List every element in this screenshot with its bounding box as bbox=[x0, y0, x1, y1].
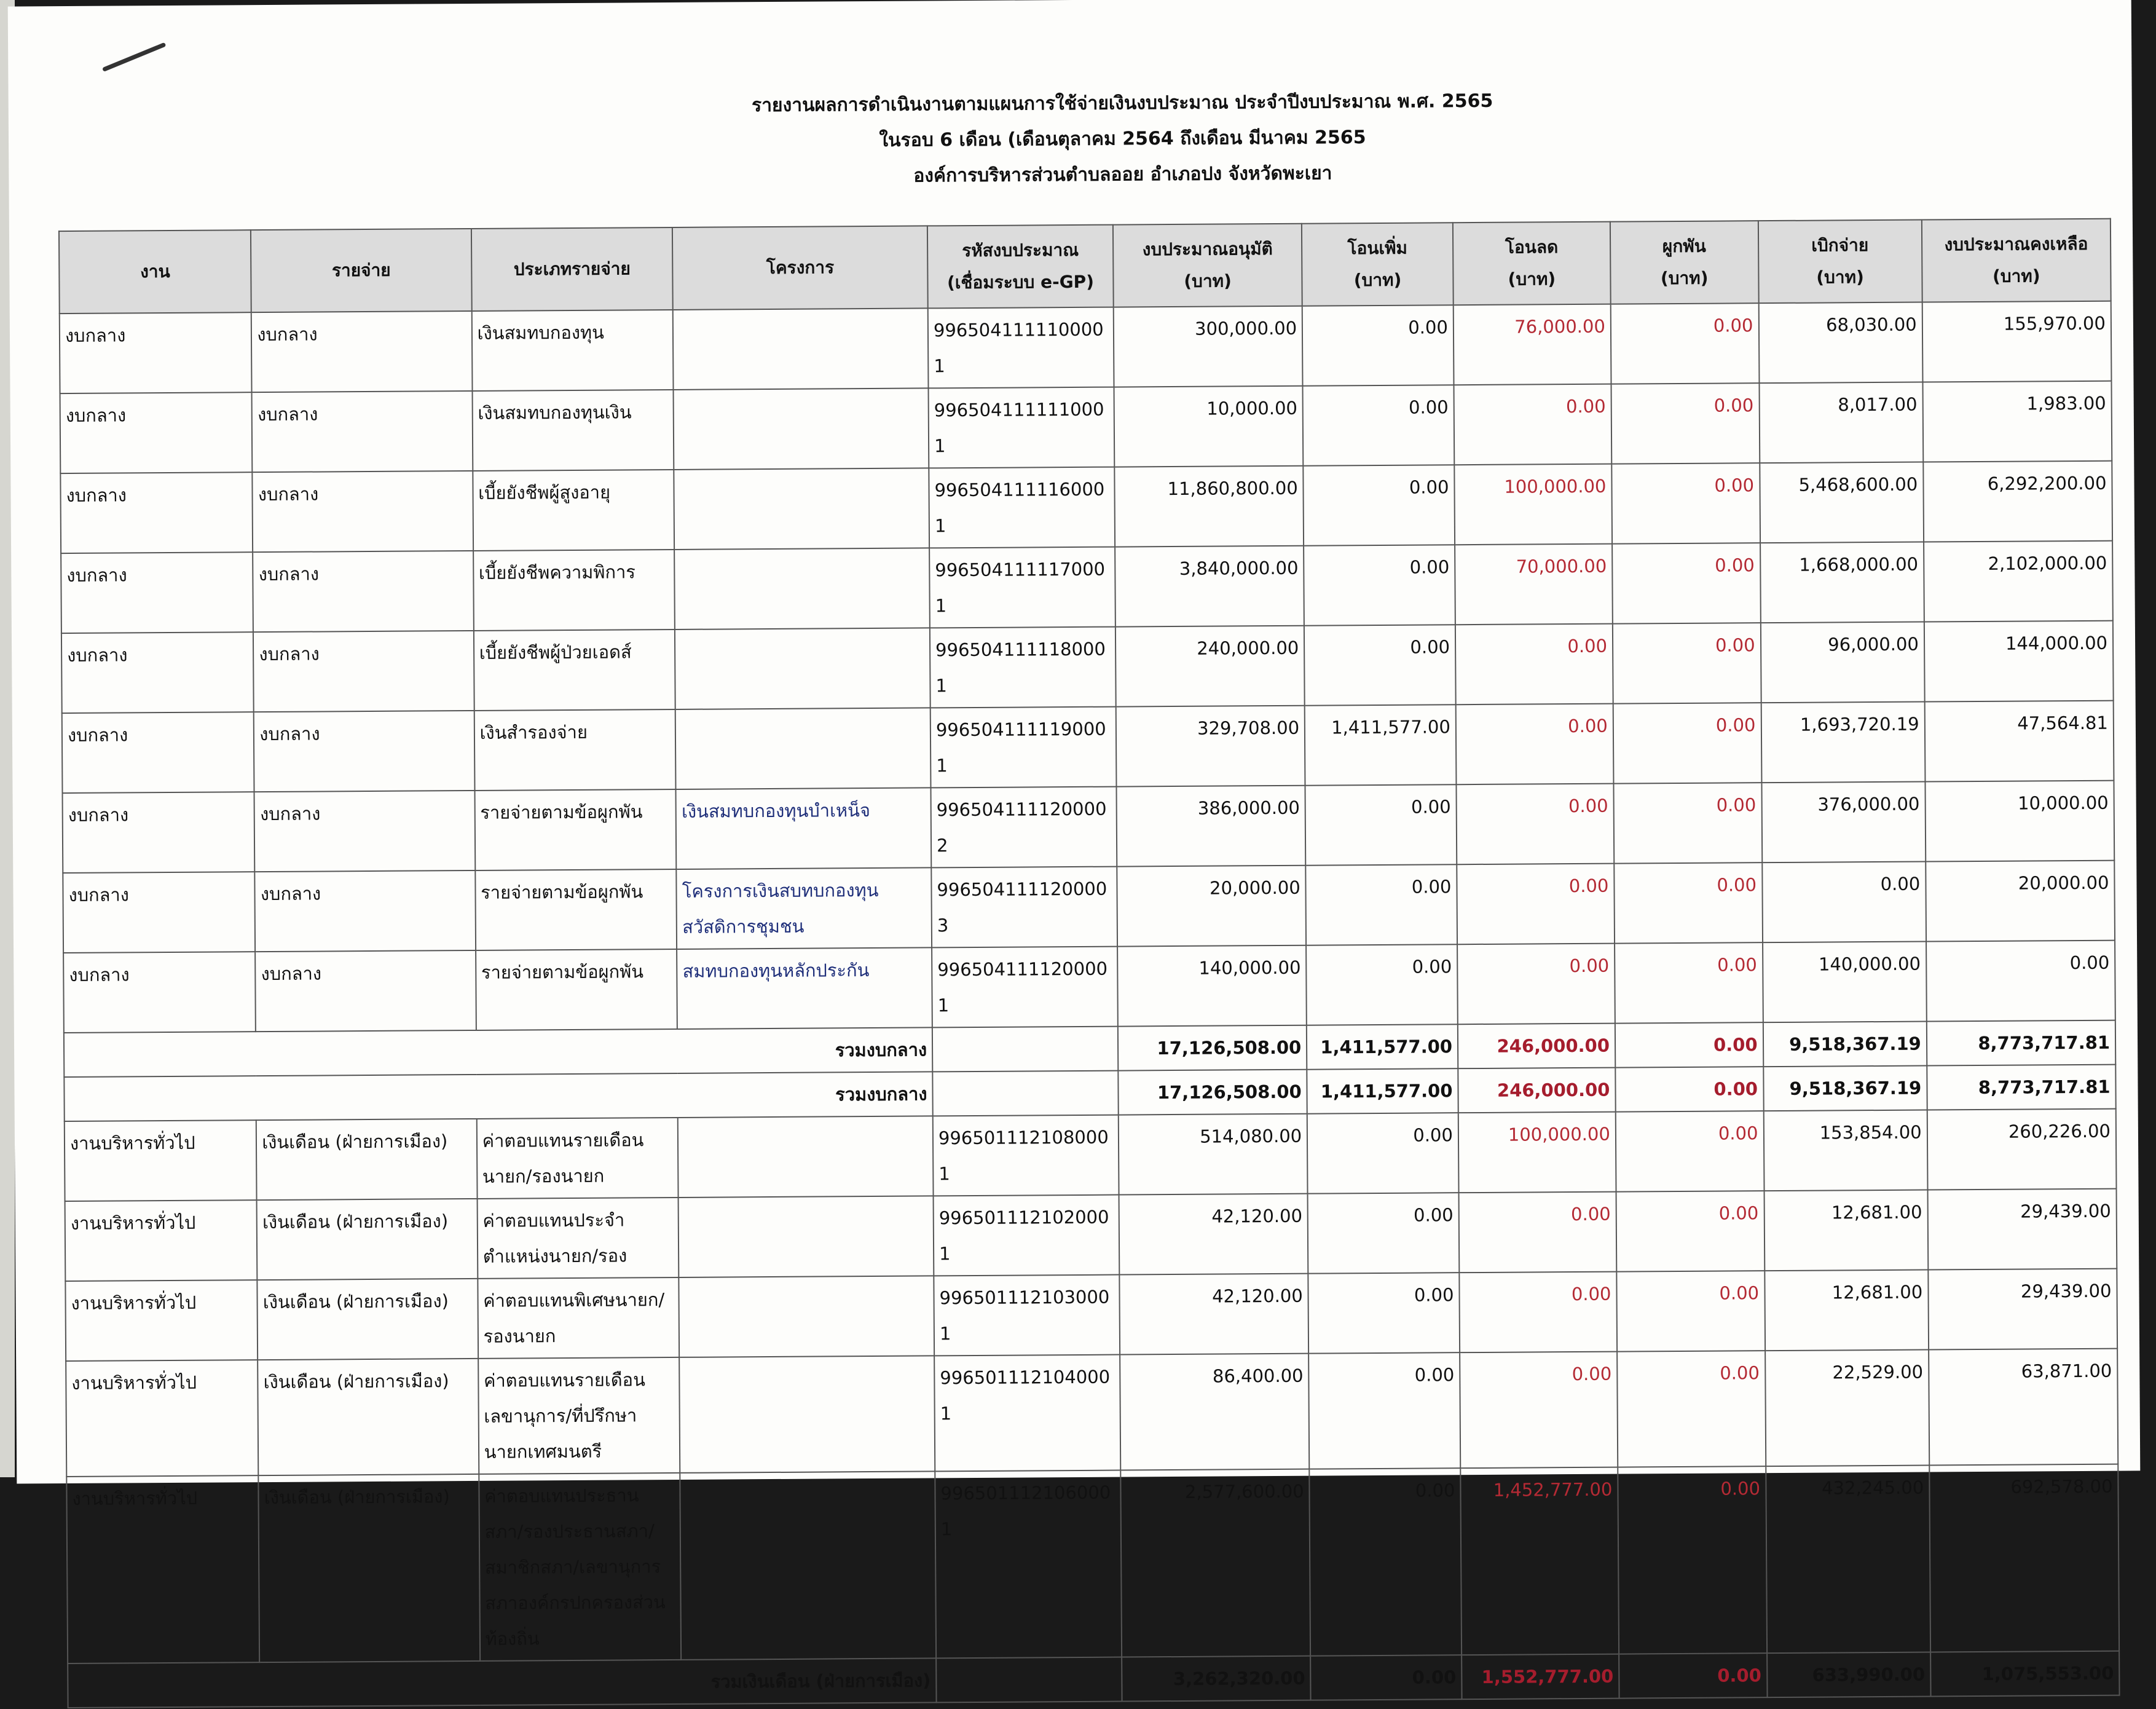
subtotal-approved: 17,126,508.00 bbox=[1118, 1025, 1307, 1071]
cell-code: 9965041111200001 bbox=[932, 947, 1118, 1028]
report-title: รายงานผลการดำเนินงานตามแผนการใช้จ่ายเงินงบประมาณ ประจำปีงบประมาณ พ.ศ. 2565 bbox=[751, 90, 1493, 117]
cell-disbursed: 5,468,600.00 bbox=[1760, 462, 1924, 543]
cell-transfer_out: 100,000.00 bbox=[1454, 464, 1612, 545]
cell-transfer_out: 0.00 bbox=[1454, 384, 1611, 465]
cell-transfer_out: 76,000.00 bbox=[1454, 304, 1611, 385]
cell-project: สมทบกองทุนหลักประกัน bbox=[677, 947, 932, 1029]
column-header-approved bbox=[1113, 224, 1302, 307]
cell-transfer_out: 0.00 bbox=[1460, 1352, 1618, 1469]
cell-type: เงินสำรองจ่าย bbox=[474, 709, 675, 791]
cell-transfer_out: 0.00 bbox=[1455, 624, 1613, 705]
header-label: รายจ่าย bbox=[331, 259, 391, 281]
cell-disbursed: 12,681.00 bbox=[1764, 1190, 1928, 1271]
cell-committed: 0.00 bbox=[1614, 862, 1762, 943]
table-row bbox=[61, 621, 2114, 713]
header-label: รหัสงบประมาณ bbox=[962, 239, 1079, 261]
cell-transfer_out: 0.00 bbox=[1457, 864, 1615, 945]
header-unit: (เชื่อมระบบ e-GP) bbox=[946, 271, 1095, 293]
cell-project bbox=[674, 468, 929, 550]
cell-code: 9965011121080001 bbox=[933, 1115, 1119, 1196]
column-header-budget-code bbox=[927, 225, 1114, 309]
cell-work: งบกลาง bbox=[61, 632, 254, 713]
cell-remaining: 2,102,000.00 bbox=[1924, 541, 2113, 622]
document-page bbox=[8, 0, 2141, 1692]
cell-work: งบกลาง bbox=[60, 472, 253, 553]
cell-transfer_out: 0.00 bbox=[1457, 944, 1615, 1025]
cell-remaining: 29,439.00 bbox=[1927, 1189, 2117, 1270]
cell-project bbox=[675, 708, 930, 789]
subtotal-committed: 0.00 bbox=[1615, 1022, 1763, 1067]
header-unit: (บาท) bbox=[1508, 269, 1556, 290]
header-unit: (บาท) bbox=[1184, 270, 1232, 291]
cell-committed: 0.00 bbox=[1613, 783, 1761, 863]
cell-committed: 0.00 bbox=[1616, 1271, 1765, 1351]
cell-work: งบกลาง bbox=[60, 392, 253, 473]
cell-code: 9965041111200003 bbox=[931, 867, 1117, 948]
cell-disbursed: 0.00 bbox=[1762, 862, 1926, 943]
subtotal-transfer_out: 246,000.00 bbox=[1458, 1068, 1615, 1113]
cell-disbursed: 96,000.00 bbox=[1760, 622, 1924, 703]
cell-code: 9965011121060001 bbox=[935, 1470, 1122, 1659]
cell-remaining: 47,564.81 bbox=[1924, 701, 2114, 782]
cell-remaining: 10,000.00 bbox=[1925, 781, 2114, 862]
header-label: งาน bbox=[140, 261, 170, 282]
cell-type: เงินสมทบกองทุนเงิน bbox=[472, 390, 674, 471]
cell-work: งานบริหารทั่วไป bbox=[65, 1120, 257, 1201]
cell-code: 9965041111110001 bbox=[929, 387, 1115, 468]
cell-transfer_in: 0.00 bbox=[1306, 944, 1458, 1025]
subtotal-label: รวมงบกลาง bbox=[64, 1072, 932, 1121]
header-label: ประเภทรายจ่าย bbox=[513, 258, 631, 280]
cell-transfer_in: 0.00 bbox=[1305, 784, 1457, 865]
table-row bbox=[63, 781, 2115, 873]
cell-type: เบี้ยยังชีพผู้สูงอายุ bbox=[473, 470, 674, 551]
cell-transfer_in: 0.00 bbox=[1304, 625, 1456, 705]
cell-project bbox=[679, 1276, 934, 1357]
cell-disbursed: 1,668,000.00 bbox=[1760, 542, 1924, 623]
subtotal-transfer_in: 1,411,577.00 bbox=[1307, 1024, 1458, 1069]
cell-work: งบกลาง bbox=[62, 712, 254, 793]
cell-approved: 42,120.00 bbox=[1119, 1274, 1308, 1355]
cell-disbursed: 140,000.00 bbox=[1763, 942, 1927, 1023]
header-label: งบประมาณอนุมัติ bbox=[1142, 239, 1273, 260]
cell-approved: 329,708.00 bbox=[1116, 706, 1305, 787]
cell-approved: 10,000.00 bbox=[1114, 386, 1304, 467]
cell-code: 9965011121030001 bbox=[934, 1275, 1120, 1356]
subtotal-label: รวมเงินเดือน (ฝ่ายการเมือง) bbox=[68, 1658, 936, 1708]
header-unit: (บาท) bbox=[1992, 266, 2040, 286]
cell-work: งานบริหารทั่วไป bbox=[65, 1280, 258, 1361]
cell-code: 9965041111200002 bbox=[930, 787, 1117, 868]
cell-project: โครงการเงินสบทบกองทุนสวัสดิการชุมชน bbox=[677, 867, 932, 949]
cell-expense: เงินเดือน (ฝ่ายการเมือง) bbox=[259, 1474, 480, 1662]
cell-committed: 0.00 bbox=[1612, 543, 1760, 623]
cell-remaining: 6,292,200.00 bbox=[1923, 461, 2112, 542]
report-period: ในรอบ 6 เดือน (เดือนตุลาคม 2564 ถึงเดือน มีนาคม 2565 bbox=[879, 127, 1366, 151]
cell-code: 9965041111170001 bbox=[929, 547, 1115, 628]
cell-expense: งบกลาง bbox=[253, 551, 473, 632]
cell-work: งานบริหารทั่วไป bbox=[66, 1475, 259, 1664]
cell-type: ค่าตอบแทนรายเดือนนายก/รองนายก bbox=[476, 1118, 678, 1199]
cell-project bbox=[673, 308, 928, 390]
cell-code: 9965011121040001 bbox=[934, 1355, 1120, 1472]
cell-transfer_out: 100,000.00 bbox=[1458, 1112, 1616, 1193]
cell-expense: งบกลาง bbox=[254, 791, 475, 872]
cell-project bbox=[674, 548, 929, 630]
cell-type: เบี้ยยังชีพผู้ป่วยเอดส์ bbox=[474, 630, 675, 711]
cell-disbursed: 8,017.00 bbox=[1759, 382, 1923, 464]
subtotal-approved: 3,262,320.00 bbox=[1122, 1656, 1311, 1702]
subtotal-approved: 17,126,508.00 bbox=[1118, 1070, 1307, 1115]
subtotal-disbursed: 633,990.00 bbox=[1767, 1652, 1931, 1698]
subtotal-disbursed: 9,518,367.19 bbox=[1763, 1022, 1927, 1067]
subtotal-transfer_in: 1,411,577.00 bbox=[1307, 1068, 1458, 1113]
column-header-remaining bbox=[1922, 219, 2111, 302]
cell-committed: 0.00 bbox=[1616, 1191, 1764, 1271]
cell-type: เงินสมทบกองทุน bbox=[471, 310, 673, 391]
header-label: โครงการ bbox=[766, 257, 835, 278]
cell-transfer_in: 0.00 bbox=[1302, 305, 1454, 385]
column-header-transfer-in bbox=[1302, 223, 1454, 306]
header-unit: (บาท) bbox=[1660, 267, 1709, 289]
cell-code: 9965011121020001 bbox=[934, 1195, 1120, 1276]
cell-project bbox=[679, 1196, 934, 1277]
header-label: โอนเพิ่ม bbox=[1347, 237, 1408, 259]
cell-expense: เงินเดือน (ฝ่ายการเมือง) bbox=[258, 1359, 479, 1475]
subtotal-transfer_out: 1,552,777.00 bbox=[1462, 1654, 1619, 1700]
empty-cell bbox=[932, 1027, 1118, 1072]
cell-work: งบกลาง bbox=[63, 952, 256, 1033]
cell-expense: งบกลาง bbox=[255, 950, 476, 1032]
cell-remaining: 0.00 bbox=[1926, 941, 2115, 1022]
table-row bbox=[60, 461, 2112, 553]
cell-remaining: 144,000.00 bbox=[1924, 621, 2114, 702]
cell-transfer_in: 1,411,577.00 bbox=[1305, 705, 1457, 785]
cell-transfer_in: 0.00 bbox=[1308, 1352, 1460, 1469]
cell-transfer_out: 0.00 bbox=[1458, 1192, 1616, 1273]
cell-project bbox=[679, 1356, 935, 1473]
table-row bbox=[66, 1349, 2118, 1477]
pen-mark bbox=[102, 42, 166, 72]
cell-approved: 300,000.00 bbox=[1114, 306, 1303, 387]
cell-type: เบี้ยยังชีพความพิการ bbox=[473, 550, 675, 631]
empty-cell bbox=[936, 1657, 1122, 1703]
table-row bbox=[63, 861, 2115, 953]
subtotal-remaining: 1,075,553.00 bbox=[1930, 1651, 2120, 1697]
cell-code: 9965041111180001 bbox=[930, 627, 1116, 708]
cell-type: ค่าตอบแทนรายเดือนเลขานุการ/ที่ปรึกษานายกเทศมนตรี bbox=[478, 1357, 680, 1474]
empty-cell bbox=[932, 1071, 1118, 1116]
cell-approved: 20,000.00 bbox=[1117, 866, 1306, 947]
table-row bbox=[65, 1189, 2117, 1281]
cell-approved: 86,400.00 bbox=[1120, 1354, 1309, 1470]
cell-expense: งบกลาง bbox=[253, 471, 473, 552]
cell-transfer_in: 0.00 bbox=[1308, 1193, 1460, 1273]
cell-approved: 240,000.00 bbox=[1115, 626, 1305, 707]
cell-remaining: 20,000.00 bbox=[1926, 861, 2115, 942]
cell-project: เงินสมทบกองทุนบำเหน็จ bbox=[676, 787, 931, 869]
header-label: ผูกพัน bbox=[1662, 235, 1706, 257]
cell-disbursed: 153,854.00 bbox=[1763, 1110, 1927, 1191]
cell-expense: งบกลาง bbox=[253, 631, 474, 712]
cell-type: รายจ่ายตามข้อผูกพัน bbox=[476, 949, 677, 1030]
table-row bbox=[66, 1464, 2119, 1664]
header-unit: (บาท) bbox=[1816, 267, 1864, 288]
cell-expense: เงินเดือน (ฝ่ายการเมือง) bbox=[256, 1119, 477, 1200]
cell-work: งานบริหารทั่วไป bbox=[65, 1200, 258, 1281]
column-header-expense bbox=[251, 229, 471, 312]
column-header-work bbox=[59, 230, 251, 314]
cell-code: 9965041111100001 bbox=[928, 307, 1114, 389]
cell-expense: เงินเดือน (ฝ่ายการเมือง) bbox=[257, 1199, 478, 1280]
header-label: งบประมาณคงเหลือ bbox=[1944, 233, 2088, 255]
cell-transfer_in: 0.00 bbox=[1309, 1468, 1462, 1656]
cell-work: งานบริหารทั่วไป bbox=[66, 1360, 258, 1477]
cell-remaining: 155,970.00 bbox=[1922, 301, 2111, 382]
subtotal-transfer_in: 0.00 bbox=[1310, 1655, 1462, 1700]
cell-committed: 0.00 bbox=[1615, 942, 1763, 1023]
cell-remaining: 29,439.00 bbox=[1928, 1269, 2117, 1350]
cell-disbursed: 22,529.00 bbox=[1765, 1350, 1929, 1467]
cell-type: ค่าตอบแทนพิเศษนายก/รองนายก bbox=[478, 1277, 679, 1359]
cell-disbursed: 432,245.00 bbox=[1766, 1466, 1930, 1654]
cell-transfer_in: 0.00 bbox=[1304, 545, 1455, 625]
table-row bbox=[60, 301, 2112, 393]
subtotal-committed: 0.00 bbox=[1619, 1653, 1767, 1698]
cell-approved: 140,000.00 bbox=[1117, 945, 1307, 1027]
cell-transfer_in: 0.00 bbox=[1304, 465, 1455, 545]
cell-transfer_in: 0.00 bbox=[1303, 385, 1455, 465]
cell-type: ค่าตอบแทนประจำตำแหน่งนายก/รอง bbox=[477, 1198, 679, 1279]
cell-code: 9965041111190001 bbox=[930, 707, 1117, 788]
table-row bbox=[65, 1269, 2117, 1361]
column-header-disbursed bbox=[1758, 220, 1922, 304]
column-header-project bbox=[672, 226, 927, 310]
table-row bbox=[62, 701, 2114, 793]
cell-transfer_out: 70,000.00 bbox=[1455, 544, 1613, 625]
column-header-transfer-out bbox=[1453, 222, 1611, 306]
cell-approved: 42,120.00 bbox=[1119, 1194, 1308, 1275]
cell-approved: 11,860,800.00 bbox=[1114, 466, 1304, 547]
cell-transfer_out: 0.00 bbox=[1456, 784, 1614, 865]
cell-project bbox=[678, 1116, 933, 1198]
cell-remaining: 1,983.00 bbox=[1922, 381, 2112, 462]
cell-disbursed: 12,681.00 bbox=[1765, 1270, 1929, 1351]
cell-transfer_out: 1,452,777.00 bbox=[1460, 1467, 1619, 1656]
cell-committed: 0.00 bbox=[1611, 463, 1760, 543]
cell-committed: 0.00 bbox=[1611, 383, 1759, 464]
cell-approved: 386,000.00 bbox=[1117, 786, 1306, 867]
budget-report-table bbox=[58, 218, 2120, 1708]
cell-work: งบกลาง bbox=[63, 872, 255, 953]
cell-approved: 3,840,000.00 bbox=[1115, 546, 1304, 627]
header-label: โอนลด bbox=[1505, 237, 1559, 258]
subtotal-label: รวมงบกลาง bbox=[64, 1027, 932, 1077]
cell-approved: 2,577,600.00 bbox=[1120, 1469, 1310, 1657]
subtotal-remaining: 8,773,717.81 bbox=[1927, 1065, 2116, 1110]
cell-remaining: 260,226.00 bbox=[1927, 1109, 2116, 1190]
cell-expense: เงินเดือน (ฝ่ายการเมือง) bbox=[258, 1279, 478, 1360]
cell-disbursed: 1,693,720.19 bbox=[1761, 702, 1925, 783]
cell-committed: 0.00 bbox=[1616, 1111, 1764, 1191]
report-organization: องค์การบริหารส่วนตำบลออย อำเภอปง จังหวัดพะเยา bbox=[913, 162, 1332, 187]
table-row bbox=[63, 941, 2115, 1033]
cell-work: งบกลาง bbox=[60, 312, 252, 393]
cell-committed: 0.00 bbox=[1613, 623, 1761, 703]
cell-transfer_out: 0.00 bbox=[1456, 704, 1614, 785]
cell-remaining: 692,578.00 bbox=[1929, 1464, 2119, 1652]
cell-disbursed: 68,030.00 bbox=[1758, 302, 1922, 384]
cell-transfer_out: 0.00 bbox=[1459, 1272, 1617, 1353]
cell-project bbox=[674, 388, 929, 470]
cell-expense: งบกลาง bbox=[255, 870, 476, 952]
cell-transfer_in: 0.00 bbox=[1308, 1273, 1460, 1353]
cell-remaining: 63,871.00 bbox=[1929, 1349, 2118, 1466]
cell-committed: 0.00 bbox=[1617, 1351, 1766, 1467]
subtotal-transfer_out: 246,000.00 bbox=[1458, 1024, 1615, 1069]
cell-expense: งบกลาง bbox=[252, 391, 473, 472]
cell-expense: งบกลาง bbox=[251, 311, 472, 392]
header-label: เบิกจ่าย bbox=[1811, 235, 1869, 256]
header-row bbox=[59, 219, 2111, 314]
subtotal-disbursed: 9,518,367.19 bbox=[1763, 1066, 1927, 1111]
cell-type: รายจ่ายตามข้อผูกพัน bbox=[475, 869, 677, 950]
column-header-expense-type bbox=[471, 227, 673, 311]
cell-committed: 0.00 bbox=[1613, 703, 1761, 783]
cell-transfer_in: 0.00 bbox=[1305, 864, 1457, 945]
cell-committed: 0.00 bbox=[1611, 303, 1759, 384]
cell-work: งบกลาง bbox=[61, 552, 253, 633]
cell-project bbox=[675, 628, 930, 709]
cell-project bbox=[680, 1471, 937, 1660]
cell-approved: 514,080.00 bbox=[1119, 1114, 1308, 1195]
cell-disbursed: 376,000.00 bbox=[1761, 782, 1926, 863]
report-title-block bbox=[9, 79, 2133, 199]
cell-type: รายจ่ายตามข้อผูกพัน bbox=[474, 789, 676, 870]
cell-type: ค่าตอบแทนประธานสภา/รองประธานสภา/สมาชิกสภา/เลขานุการสภาองค์กรปกครองส่วนท้องถิ่น bbox=[479, 1473, 682, 1661]
table-row bbox=[61, 541, 2113, 633]
header-unit: (บาท) bbox=[1353, 269, 1402, 291]
subtotal-remaining: 8,773,717.81 bbox=[1927, 1020, 2116, 1066]
cell-transfer_in: 0.00 bbox=[1307, 1113, 1459, 1193]
table-row bbox=[60, 381, 2112, 473]
cell-committed: 0.00 bbox=[1618, 1466, 1766, 1654]
column-header-committed bbox=[1610, 221, 1758, 304]
cell-expense: งบกลาง bbox=[254, 711, 474, 792]
cell-work: งบกลาง bbox=[63, 792, 255, 873]
subtotal-committed: 0.00 bbox=[1615, 1067, 1763, 1111]
cell-code: 9965041111160001 bbox=[929, 467, 1115, 548]
table-row bbox=[65, 1109, 2117, 1201]
